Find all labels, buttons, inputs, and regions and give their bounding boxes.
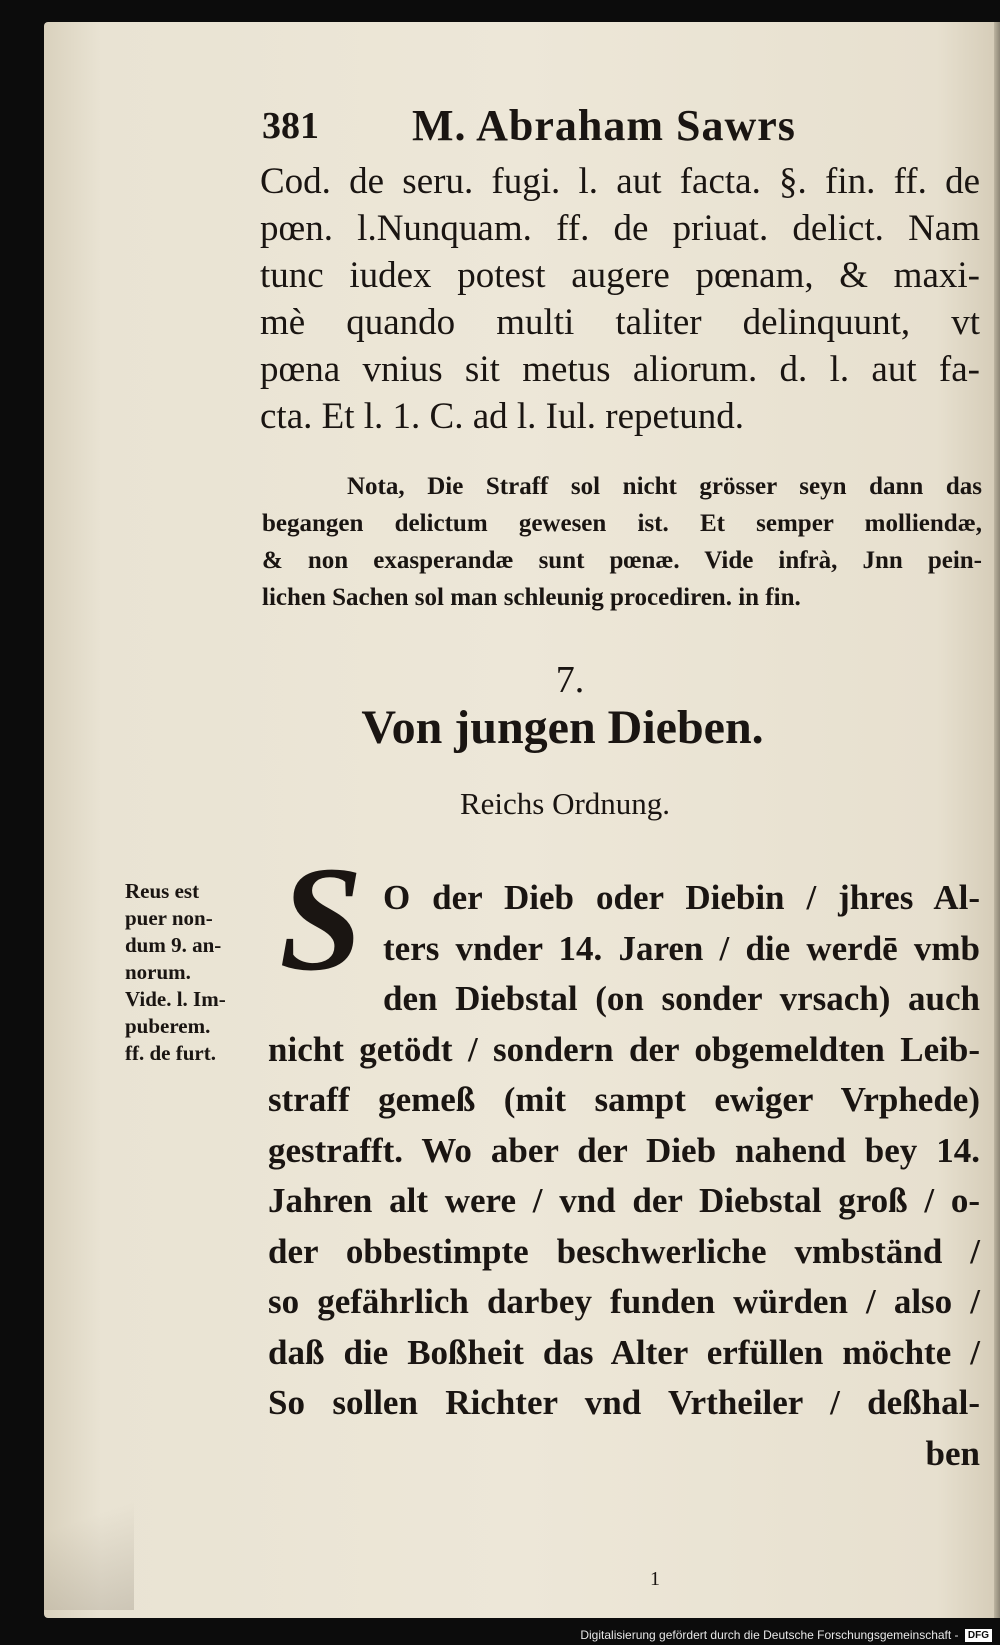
margin-line: norum. [125, 960, 191, 984]
latin-paragraph [260, 158, 980, 440]
text-line: daß die Boßheit das Alter erfüllen möchte / [268, 1332, 980, 1372]
text-line: ters vnder 14. Jaren / die werdē vmb [383, 928, 980, 968]
section-number: 7. [555, 659, 585, 701]
running-head: M. Abraham Sawrs [412, 101, 796, 150]
worn-corner [44, 1460, 134, 1610]
drop-cap: S [279, 836, 363, 1002]
text-line: straff gemeß (mit sampt ewiger Vrphede) [268, 1080, 980, 1119]
text-line: So sollen Richter vnd Vrtheiler / deßhal- [268, 1383, 980, 1422]
nota-paragraph [262, 468, 982, 616]
text-line: nicht getödt / sondern der obgemeldten Leib- [268, 1029, 980, 1069]
margin-line: puer non- [125, 906, 213, 930]
catchword: ben [925, 1433, 980, 1473]
text-line: gestrafft. Wo aber der Dieb nahend bey 14. [268, 1130, 980, 1170]
margin-line: dum 9. an- [125, 933, 222, 957]
page-number: 381 [262, 105, 319, 147]
text-line: Nota, Die Straff sol nicht grösser seyn dann das [347, 473, 982, 500]
section-subtitle: Reichs Ordnung. [459, 786, 671, 821]
margin-note [125, 878, 260, 1067]
margin-line: puberem. [125, 1014, 211, 1038]
text-line: der obbestimpte beschwerliche vmbständ / [268, 1231, 980, 1271]
section-title: Von jungen Dieben. [361, 701, 764, 754]
text-line: Jahren alt were / vnd der Diebstal groß / o- [268, 1181, 980, 1220]
text-line: cta. Et l. 1. C. ad l. Iul. repetund. [260, 396, 744, 437]
page-header [262, 100, 982, 154]
text-line: pœn. l.Nunquam. ff. de priuat. delict. Nam [260, 208, 980, 249]
text-line: O der Dieb oder Diebin / jhres Al- [383, 878, 980, 917]
text-line: den Diebstal (on sonder vrsach) auch [383, 979, 980, 1018]
text-line: begangen delictum gewesen ist. Et semper molliendæ, [262, 510, 982, 537]
text-line: mè quando multi taliter delinquunt, vt [260, 302, 980, 343]
text-line: pœna vnius sit metus aliorum. d. l. aut fa- [260, 349, 980, 390]
body-paragraph [268, 873, 980, 1479]
margin-line: ff. de furt. [125, 1041, 216, 1065]
text-line: tunc iudex potest augere pœnam, & maxi- [260, 255, 980, 296]
text-line: so gefährlich darbey funden würden / also / [268, 1282, 980, 1321]
text-line: lichen Sachen sol man schleunig procediren. in fin. [262, 584, 801, 611]
margin-line: Vide. l. Im- [125, 987, 226, 1011]
dfg-logo: DFG [965, 1629, 992, 1642]
margin-line: Reus est [125, 879, 200, 903]
signature-mark: 1 [650, 1568, 660, 1590]
text-line: & non exasperandæ sunt pœnæ. Vide infrà, Jnn pein- [262, 547, 982, 574]
digitization-footer [580, 1625, 992, 1645]
text-line: Cod. de seru. fugi. l. aut facta. §. fin. ff. de [260, 161, 980, 202]
footer-text: Digitalisierung gefördert durch die Deutsche Forschungsgemeinschaft - [580, 1628, 959, 1642]
